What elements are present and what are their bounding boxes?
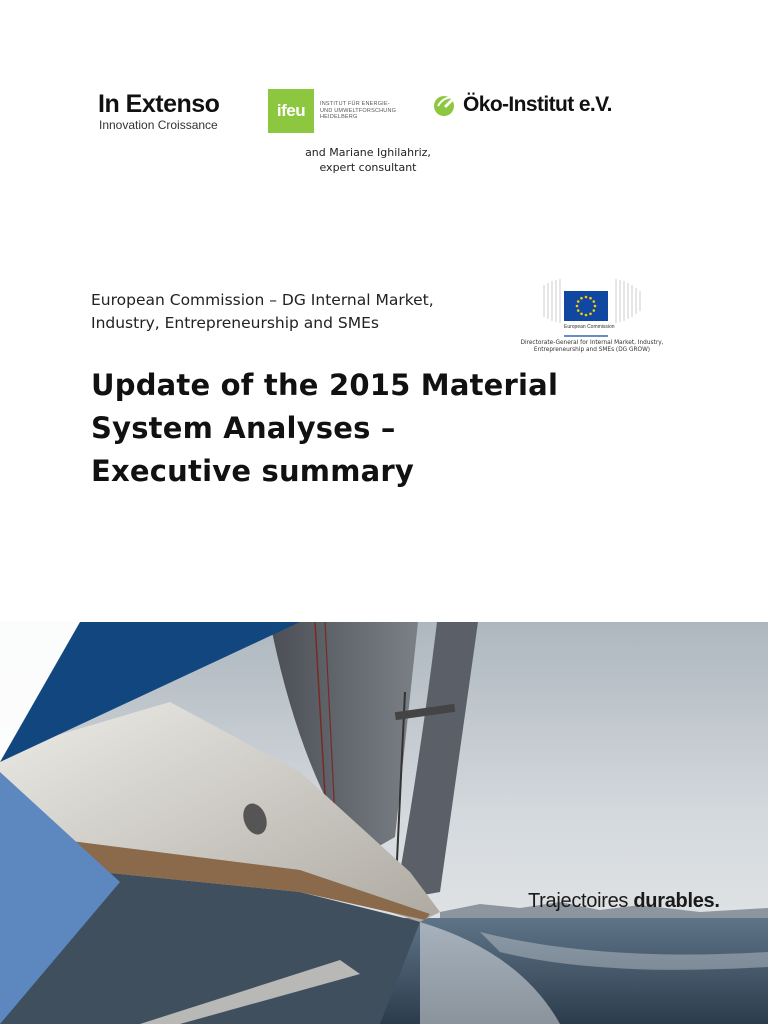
title-line-1: Update of the 2015 Material: [91, 368, 559, 402]
ifeu-institute-name: INSTITUT FÜR ENERGIE- UND UMWELTFORSCHUNG HEIDELBERG: [320, 101, 397, 121]
in-extenso-tagline: Innovation Croissance: [99, 118, 218, 132]
page-title: [91, 364, 651, 493]
client-line-2: Industry, Entrepreneurship and SMEs: [91, 314, 379, 332]
client-name: [91, 289, 434, 335]
eu-flag-icon: [564, 291, 608, 321]
cover-sailboat-image: [0, 622, 768, 1024]
tagline: [528, 890, 720, 913]
in-extenso-logo: [98, 90, 219, 132]
title-line-3: Executive summary: [91, 454, 415, 488]
oeko-institut-logo: [433, 93, 612, 117]
title-line-2: System Analyses –: [91, 411, 396, 445]
in-extenso-name: In Extenso: [98, 90, 220, 118]
ifeu-logo: [268, 89, 398, 133]
coauthor-note: and Mariane Ighilahriz, expert consultant: [305, 146, 431, 174]
oeko-leaf-icon: [433, 94, 457, 116]
ec-label: European Commission: [564, 324, 615, 330]
tagline-regular: Trajectoires: [528, 890, 634, 912]
oeko-institut-name: Öko-Institut e.V.: [463, 93, 612, 116]
ec-dg-grow-caption: Directorate-General for Internal Market, Industry, Entrepreneurship and SMEs (DG GROW): [520, 340, 664, 353]
tagline-bold: durables.: [633, 890, 720, 912]
ifeu-mark: ifeu: [268, 89, 314, 133]
client-line-1: European Commission – DG Internal Market,: [91, 291, 434, 309]
